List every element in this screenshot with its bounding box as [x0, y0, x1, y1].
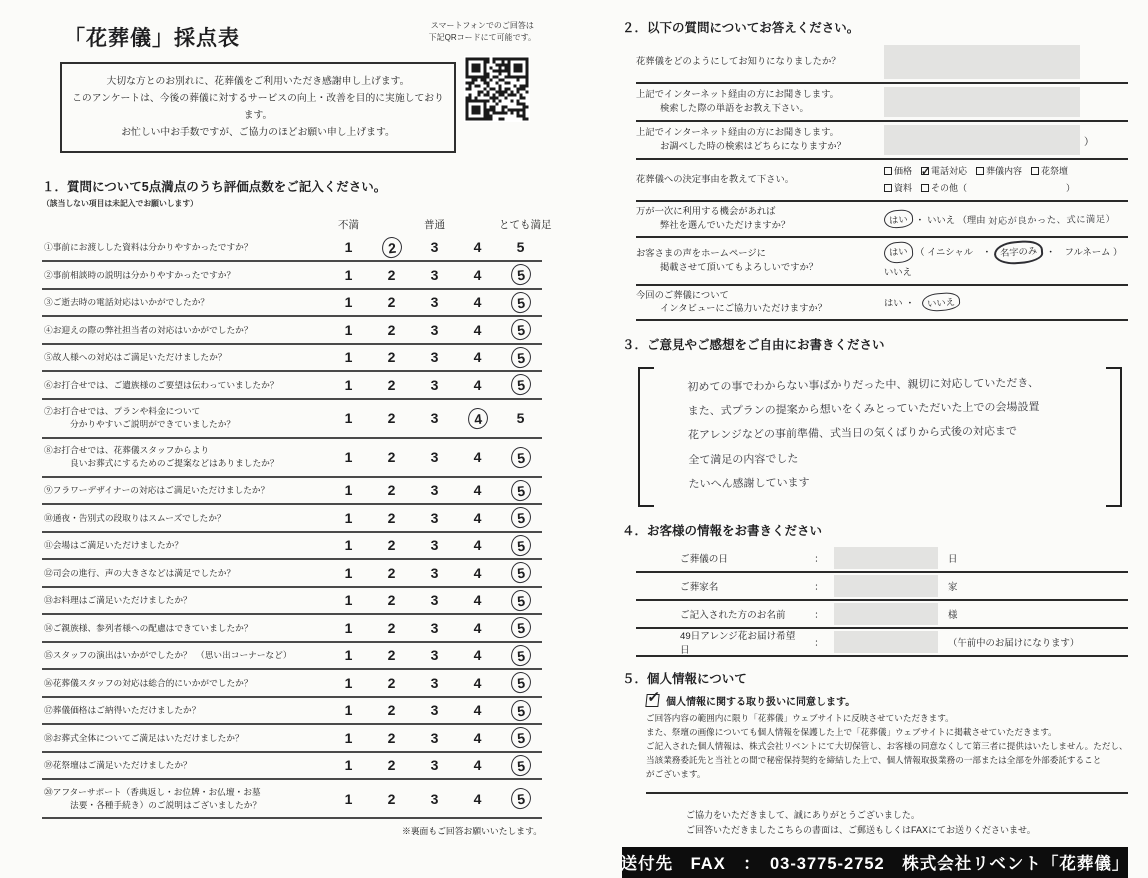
checkbox-icon[interactable] [976, 167, 984, 175]
colon: ： [814, 610, 824, 622]
rating-5[interactable]: 5 [499, 755, 542, 776]
info-input-box[interactable] [834, 631, 938, 653]
row-interview [636, 286, 1128, 322]
qr-code [464, 56, 530, 122]
rating-1[interactable]: 1 [344, 449, 353, 466]
rating-2[interactable]: 2 [387, 702, 396, 719]
rating-2[interactable]: 2 [387, 482, 396, 499]
info-input-box[interactable] [834, 547, 938, 569]
rating-2[interactable]: 2 [387, 757, 396, 774]
rating-1[interactable]: 1 [344, 619, 353, 636]
customer-info-row [636, 629, 1128, 657]
rating-2[interactable]: 2 [387, 449, 396, 466]
rating-1[interactable]: 1 [344, 592, 353, 609]
section1-heading-text: １．質問について5点満点のうち評価点数をご記入ください。 [42, 179, 387, 194]
rating-4[interactable]: 4 [473, 564, 482, 581]
rating-2[interactable]: 2 [370, 237, 413, 258]
rating-4[interactable]: 4 [473, 376, 482, 393]
question-label: ⑲花祭壇はご満足いただけましたか？ [44, 760, 192, 770]
qr-instruction-line1: スマートフォンでのご回答は [430, 21, 534, 30]
info-label: ご葬儀の日 [680, 554, 728, 566]
qr-instruction [429, 20, 536, 44]
comment-line: また、式プランの提案から想いをくみとっていただいた上での会場設置 [687, 401, 1040, 419]
rating-5[interactable]: 5 [499, 264, 542, 285]
rating-2[interactable]: 2 [387, 537, 396, 554]
intro-line: このアンケートは、今後の葬儀に対するサービスの向上・改善を目的に実施しております。 [72, 93, 444, 122]
rating-5[interactable]: 5 [499, 727, 542, 748]
answer-input-box[interactable] [884, 87, 1080, 117]
decision-option[interactable]: 価格 [884, 166, 912, 176]
rating-scale-header [42, 217, 552, 233]
bracket-right [1106, 367, 1122, 507]
decision-option[interactable]: ✓ 電話対応 [921, 166, 967, 176]
rating-4[interactable]: 4 [473, 239, 482, 256]
info-label: ご葬家名 [680, 582, 719, 594]
rating-3[interactable]: 3 [430, 537, 439, 554]
rating-1[interactable]: 1 [344, 564, 353, 581]
question-label: ⑯花葬儀スタッフの対応は総合的にいかがでしたか？ [44, 677, 253, 688]
privacy-line: がございます。 [646, 769, 706, 780]
rating-1[interactable]: 1 [344, 729, 353, 746]
rating-5[interactable]: 5 [516, 239, 525, 256]
question-label: ⑧お打合せでは、花葬儀スタッフからより 良いお葬式にするためのご提案などはありましたか？ [44, 445, 279, 469]
rating-2[interactable]: 2 [387, 321, 396, 338]
rating-3[interactable]: 3 [430, 790, 439, 807]
rating-2[interactable]: 2 [387, 674, 396, 691]
rating-5[interactable]: 5 [499, 788, 542, 809]
checkbox-icon[interactable] [884, 184, 892, 192]
rating-5[interactable]: 5 [499, 347, 542, 368]
question-label-line2: お調べした時の検索はどちらになりますか？ [660, 141, 846, 151]
name-only-option[interactable]: 名字のみ [993, 239, 1044, 265]
customer-info-table [636, 545, 1128, 657]
rating-1[interactable]: 1 [344, 376, 353, 393]
question-row [42, 725, 542, 753]
section1-heading-note: （該当しない項目は未記入でお願いします） [42, 198, 198, 208]
rating-5[interactable]: 5 [516, 410, 525, 427]
row-decision-reason [636, 160, 1128, 202]
rating-4[interactable]: 4 [473, 449, 482, 466]
rating-1[interactable]: 1 [344, 482, 353, 499]
checkbox-line [884, 163, 1084, 180]
checkbox-icon[interactable] [884, 167, 892, 175]
question-label-line1: 今回のご葬儀について [636, 289, 729, 300]
no-option[interactable]: いいえ [884, 266, 912, 277]
question-label: ③ご逝去時の電話対応はいかがでしたか？ [44, 297, 210, 307]
scale-label-high: とても満足 [499, 218, 552, 231]
question-row [42, 262, 542, 290]
rating-3[interactable]: 3 [430, 729, 439, 746]
question-label: ⑨フラワーデザイナーの対応はご満足いただけましたか？ [44, 485, 270, 495]
question-label-line2: インタビューにご協力いただけますか？ [660, 303, 827, 314]
colon: ： [814, 638, 824, 650]
question-label: 花葬儀への決定事由を教えて下さい。 [636, 174, 795, 185]
question-label: ⑭ご親族様、参列者様への配慮はできていましたか？ [44, 622, 253, 633]
consent-checkbox[interactable] [645, 694, 659, 707]
decision-checkbox-group [884, 163, 1084, 197]
question-label-line2: 検索した際の単語をお教え下さい。 [660, 103, 809, 113]
thanks-note [686, 808, 1128, 839]
rating-2[interactable]: 2 [387, 790, 396, 807]
decision-option[interactable]: 資料 [884, 183, 912, 193]
free-comment-area[interactable] [632, 363, 1124, 511]
customer-info-row [636, 573, 1128, 601]
question-row [42, 439, 542, 478]
rating-1[interactable]: 1 [344, 239, 353, 256]
yes-option[interactable]: はい [883, 241, 913, 264]
info-suffix: 日 [948, 553, 958, 565]
rating-3[interactable]: 3 [430, 449, 439, 466]
section1-heading [42, 177, 542, 209]
rating-3[interactable]: 3 [430, 239, 439, 256]
question-row [42, 588, 542, 616]
rating-4[interactable]: 4 [473, 790, 482, 807]
rating-3[interactable]: 3 [430, 349, 439, 366]
question-label: ⑥お打合せでは、ご遺族様のご要望は伝わっていましたか？ [44, 379, 279, 390]
rating-1[interactable]: 1 [344, 321, 353, 338]
question-row [42, 505, 542, 533]
answer-input-box[interactable] [884, 125, 1080, 155]
question-row [42, 345, 542, 373]
rating-2[interactable]: 2 [387, 410, 396, 427]
answer-input-box[interactable] [884, 45, 1080, 79]
voice-close-paren: ・ フルネーム ） [1046, 247, 1123, 258]
info-suffix: 様 [948, 609, 958, 621]
intro-box [60, 62, 456, 153]
rating-4[interactable]: 4 [473, 729, 482, 746]
question-label [636, 88, 884, 116]
question-label-line1: 万が一次に利用する機会があれば [636, 206, 776, 217]
rating-5[interactable]: 5 [499, 374, 542, 395]
question-label [636, 289, 884, 317]
question-table [42, 235, 542, 820]
rating-5[interactable]: 5 [499, 447, 542, 468]
rating-4[interactable]: 4 [473, 647, 482, 664]
question-label: ⑳アフターサポート（香典返し・お位牌・お仏壇・お墓 法要・各種手続き）のご説明はございましたか？ [44, 786, 262, 810]
rating-2[interactable]: 2 [387, 266, 396, 283]
rating-1[interactable]: 1 [344, 674, 353, 691]
checked-checkbox-icon[interactable] [921, 167, 929, 175]
rating-5[interactable]: 5 [499, 672, 542, 693]
rating-4[interactable]: 4 [473, 509, 482, 526]
rating-2[interactable]: 2 [387, 564, 396, 581]
privacy-line: また、祭壇の画像についても個人情報を保護した上で「花葬儀」ウェブサイトに掲載させていただきます。 [646, 727, 1057, 738]
rating-5[interactable]: 5 [499, 480, 542, 501]
question-row [42, 478, 542, 506]
rating-4[interactable]: 4 [473, 537, 482, 554]
consent-row [646, 693, 1128, 708]
rating-4[interactable]: 4 [473, 482, 482, 499]
rating-4[interactable]: 4 [456, 408, 499, 429]
rating-5[interactable]: 5 [499, 562, 542, 583]
right-page [622, 10, 1128, 878]
rating-3[interactable]: 3 [430, 702, 439, 719]
rating-2[interactable]: 2 [387, 294, 396, 311]
rating-3[interactable]: 3 [430, 757, 439, 774]
row-voice-on-homepage [636, 238, 1128, 285]
question-label: ①事前にお渡しした資料は分かりやすかったですか？ [44, 242, 253, 252]
thanks-line2: ご回答いただきましたこちらの書面は、ご郵送もしくはFAXにてお送りくださいませ。 [686, 825, 1036, 836]
section2-heading: ２．以下の質問についてお答えください。 [622, 21, 860, 35]
reason-prefix: （理由 [957, 215, 986, 226]
question-label: ⑬お料理はご満足いただけましたか？ [44, 595, 192, 605]
rating-5[interactable]: 5 [499, 507, 542, 528]
privacy-line: 当該業務委託先と当社との間で秘密保持契約を締結した上で、個人情報取扱業務の一部または全部を外部委託すること [646, 755, 1102, 766]
checkbox-line [884, 180, 1084, 197]
rating-5[interactable]: 5 [499, 645, 542, 666]
rating-4[interactable]: 4 [473, 266, 482, 283]
question-label: ⑩通夜・告別式の段取りはスムーズでしたか？ [44, 512, 226, 523]
rating-5[interactable]: 5 [499, 319, 542, 340]
info-input-box[interactable] [834, 575, 938, 597]
rating-2[interactable]: 2 [387, 349, 396, 366]
info-input-box[interactable] [834, 603, 938, 625]
question-label: ④お迎えの際の弊社担当者の対応はいかがでしたか？ [44, 324, 253, 335]
question-row [42, 317, 542, 345]
yes-option[interactable]: はい [883, 209, 913, 229]
question-label-line1: 上記でインターネット経由の方にお聞きします。 [636, 89, 839, 100]
question-label [636, 205, 884, 233]
handwritten-reason: 対応が良かった、式に満足） [988, 214, 1116, 227]
question-row [42, 615, 542, 643]
rating-3[interactable]: 3 [430, 321, 439, 338]
rating-3[interactable]: 3 [430, 592, 439, 609]
no-option[interactable]: いいえ [927, 215, 956, 226]
rating-1[interactable]: 1 [344, 537, 353, 554]
info-suffix: 家 [948, 581, 958, 593]
scale-label-mid: 普通 [424, 218, 445, 231]
rating-1[interactable]: 1 [344, 790, 353, 807]
rating-4[interactable]: 4 [473, 592, 482, 609]
qr-instruction-line2: 下記QRコードにて可能です。 [428, 33, 536, 42]
comment-line: 全て満足の内容でした [688, 453, 799, 467]
rating-1[interactable]: 1 [344, 509, 353, 526]
comment-line: 花アレンジなどの事前準備、式当日の気くばりから式後の対応まで [687, 426, 1018, 443]
rating-3[interactable]: 3 [430, 619, 439, 636]
section3-heading: ３．ご意見やご感想をご自由にお書きください [622, 338, 885, 353]
rating-2[interactable]: 2 [387, 729, 396, 746]
question-label: ⑤故人様への対応はご満足いただけましたか？ [44, 352, 227, 362]
info-suffix: （午前中のお届けになります） [948, 637, 1080, 649]
checkbox-icon[interactable] [921, 184, 929, 192]
rating-4[interactable]: 4 [473, 321, 482, 338]
question-label: ⑱お葬式全体についてご満足はいただけましたか？ [44, 732, 244, 743]
closing-paren: ） [1084, 136, 1094, 148]
question-row [42, 698, 542, 726]
question-label [636, 126, 884, 154]
decision-option[interactable]: その他（ ） [921, 183, 1075, 193]
checkbox-icon[interactable] [1031, 167, 1039, 175]
comment-line: たいへん感謝しています [688, 477, 810, 491]
rating-5[interactable]: 5 [499, 617, 542, 638]
rating-3[interactable]: 3 [430, 647, 439, 664]
row-how-did-you-know [636, 42, 1128, 84]
rating-3[interactable]: 3 [430, 509, 439, 526]
option-separator: ・ [915, 215, 925, 226]
rating-3[interactable]: 3 [430, 410, 439, 427]
rating-3[interactable]: 3 [430, 294, 439, 311]
rating-3[interactable]: 3 [430, 564, 439, 581]
yes-option[interactable]: はい [884, 298, 903, 309]
colon: ： [814, 582, 824, 594]
rating-2[interactable]: 2 [387, 376, 396, 393]
rating-1[interactable]: 1 [344, 757, 353, 774]
row-search-word [636, 84, 1128, 122]
section4-heading: ４．お客様の情報をお書きください [622, 524, 823, 539]
rating-2[interactable]: 2 [387, 619, 396, 636]
decision-option[interactable]: 葬儀内容 [976, 166, 1022, 176]
rating-1[interactable]: 1 [344, 702, 353, 719]
question-label-line1: 上記でインターネット経由の方にお聞きします。 [636, 127, 839, 138]
rating-3[interactable]: 3 [430, 266, 439, 283]
decision-option[interactable]: 花祭壇 [1031, 166, 1068, 176]
voice-open-paren: （ イニシャル ・ [915, 247, 992, 258]
question-row [42, 560, 542, 588]
question-label: ⑮スタッフの演出はいかがでしたか？ （思い出コーナーなど） [44, 650, 292, 660]
question-label: ⑫司会の進行、声の大きさなどは満足でしたか？ [44, 567, 236, 578]
rating-3[interactable]: 3 [430, 376, 439, 393]
question-label-line2: 掲載させて頂いてもよろしいですか？ [660, 261, 819, 272]
question-label: ⑰葬儀価格はご納得いただけましたか？ [44, 705, 201, 715]
section5-heading: ５．個人情報について [622, 672, 747, 687]
no-option[interactable]: いいえ [922, 292, 961, 313]
rating-2[interactable]: 2 [387, 509, 396, 526]
question-row [42, 290, 542, 318]
question-label-line1: お客さまの声をホームページに [636, 247, 766, 258]
rating-4[interactable]: 4 [473, 294, 482, 311]
fax-destination-bar: 送付先 FAX ： 03-3775-2752 株式会社リベント「花葬儀」 [622, 847, 1128, 878]
rating-4[interactable]: 4 [473, 702, 482, 719]
question-label: ⑪会場はご満足いただけましたか？ [44, 540, 183, 550]
row-search-engine [636, 122, 1128, 160]
colon: ： [814, 554, 824, 566]
consent-label: 個人情報に関する取り扱いに同意します。 [666, 697, 856, 709]
question-label: ⑦お打合せでは、プランや料金について 分かりやすいご説明ができていましたか？ [44, 406, 236, 430]
rating-3[interactable]: 3 [430, 482, 439, 499]
question-label: ②事前相談時の説明は分かりやすかったですか？ [44, 269, 236, 280]
question-row [42, 372, 542, 400]
rating-2[interactable]: 2 [387, 592, 396, 609]
handwritten-comment [687, 371, 1098, 497]
section2-table [636, 42, 1128, 321]
privacy-policy-text [646, 712, 1128, 794]
rating-1[interactable]: 1 [344, 349, 353, 366]
thanks-line1: ご協力をいただきまして、誠にありがとうございました。 [686, 810, 920, 821]
intro-line: お忙しい中お手数ですが、ご協力のほどお願い申し上げます。 [121, 127, 395, 139]
option-separator: ・ [905, 298, 915, 309]
info-label: 49日アレンジ花お届け希望日 [680, 631, 796, 657]
rating-2[interactable]: 2 [387, 647, 396, 664]
question-label [636, 247, 884, 275]
rating-4[interactable]: 4 [473, 349, 482, 366]
rating-4[interactable]: 4 [473, 619, 482, 636]
comment-line: 初めての事でわからない事ばかりだった中、親切に対応していただき、 [687, 377, 1040, 394]
rating-1[interactable]: 1 [344, 266, 353, 283]
customer-info-row [636, 545, 1128, 573]
rating-1[interactable]: 1 [344, 647, 353, 664]
scale-label-low: 不満 [338, 218, 359, 231]
row-would-choose-again [636, 202, 1128, 238]
left-page [42, 14, 552, 837]
bracket-left [638, 367, 654, 507]
rating-5[interactable]: 5 [499, 700, 542, 721]
privacy-line: ご回答内容の範囲内に限り「花葬儀」ウェブサイトに反映させていただきます。 [646, 713, 954, 724]
rating-5[interactable]: 5 [499, 535, 542, 556]
question-row [42, 533, 542, 561]
rating-4[interactable]: 4 [473, 757, 482, 774]
rating-3[interactable]: 3 [430, 674, 439, 691]
back-side-note: ※裏面もご回答お願いいたします。 [401, 826, 542, 837]
question-label: 花葬儀をどのようにしてお知りになりましたか？ [636, 56, 841, 67]
rating-5[interactable]: 5 [499, 590, 542, 611]
question-row [42, 400, 542, 439]
intro-line: 大切な方とのお別れに、花葬儀をご利用いただき感謝申し上げます。 [106, 76, 410, 87]
question-row [42, 670, 542, 698]
page-title: 「花葬儀」採点表 [64, 27, 240, 50]
rating-4[interactable]: 4 [473, 674, 482, 691]
rating-1[interactable]: 1 [344, 410, 353, 427]
info-label: ご記入された方のお名前 [680, 610, 786, 622]
question-label-line2: 弊社を選んでいただけますか？ [660, 220, 791, 231]
rating-1[interactable]: 1 [344, 294, 353, 311]
question-row [42, 235, 542, 263]
question-row [42, 643, 542, 671]
privacy-line: ご記入された個人情報は、株式会社リベントにて大切保管し、お客様の同意なくして第三者に提供はいたしません。ただし、 [646, 741, 1128, 752]
question-row [42, 753, 542, 781]
customer-info-row [636, 601, 1128, 629]
rating-5[interactable]: 5 [499, 292, 542, 313]
